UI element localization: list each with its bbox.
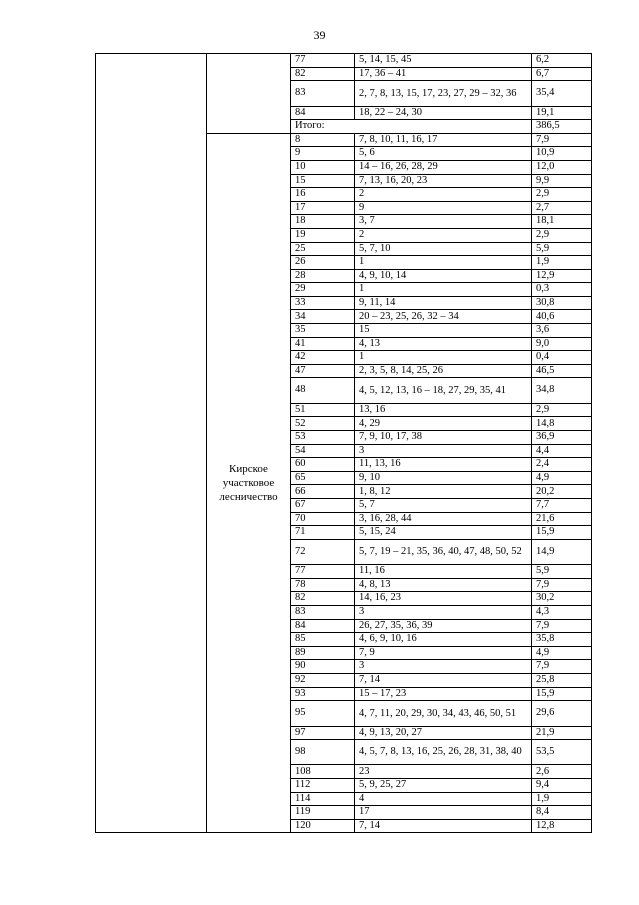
area-cell: 34,8	[532, 378, 592, 403]
vydely-cell: 4, 13	[355, 337, 532, 351]
vydely-cell: 7, 14	[355, 819, 532, 833]
area-cell: 21,6	[532, 512, 592, 526]
kvartal-cell: 120	[291, 819, 355, 833]
table-body	[96, 54, 592, 833]
vydely-cell: 2, 3, 5, 8, 14, 25, 26	[355, 364, 532, 378]
area-cell: 2,6	[532, 765, 592, 779]
kvartal-cell: 54	[291, 444, 355, 458]
forestry-cell	[96, 54, 207, 833]
kvartal-cell: 98	[291, 740, 355, 765]
area-cell: 4,3	[532, 605, 592, 619]
kvartal-cell: 92	[291, 673, 355, 687]
vydely-cell: 7, 13, 16, 20, 23	[355, 174, 532, 188]
vydely-cell: 4, 5, 7, 8, 13, 16, 25, 26, 28, 31, 38, 40	[355, 740, 532, 765]
kvartal-cell: 16	[291, 188, 355, 202]
vydely-cell: 4, 9, 10, 14	[355, 269, 532, 283]
area-cell: 29,6	[532, 701, 592, 726]
vydely-cell: 1	[355, 283, 532, 297]
kvartal-cell: 42	[291, 351, 355, 365]
kvartal-cell: 82	[291, 67, 355, 81]
kvartal-cell: 119	[291, 806, 355, 820]
kvartal-cell: 19	[291, 228, 355, 242]
area-cell: 1,9	[532, 792, 592, 806]
kvartal-cell: 8	[291, 133, 355, 147]
area-cell: 0,3	[532, 283, 592, 297]
area-cell: 2,4	[532, 458, 592, 472]
kvartal-cell: 90	[291, 660, 355, 674]
vydely-cell: 5, 15, 24	[355, 526, 532, 540]
kvartal-cell: 114	[291, 792, 355, 806]
vydely-cell: 4, 9, 13, 20, 27	[355, 726, 532, 740]
kvartal-cell: 77	[291, 54, 355, 68]
kvartal-cell: 60	[291, 458, 355, 472]
kvartal-cell: 10	[291, 160, 355, 174]
vydely-cell: 20 – 23, 25, 26, 32 – 34	[355, 310, 532, 324]
kvartal-cell: 97	[291, 726, 355, 740]
vydely-cell: 7, 8, 10, 11, 16, 17	[355, 133, 532, 147]
total-label: Итого:	[291, 120, 532, 134]
area-cell: 21,9	[532, 726, 592, 740]
vydely-cell: 18, 22 – 24, 30	[355, 106, 532, 120]
vydely-cell: 9, 11, 14	[355, 296, 532, 310]
kvartal-cell: 65	[291, 471, 355, 485]
kvartal-cell: 18	[291, 215, 355, 229]
area-cell: 5,9	[532, 242, 592, 256]
table-row	[96, 54, 592, 68]
vydely-cell: 9, 10	[355, 471, 532, 485]
vydely-cell: 4	[355, 792, 532, 806]
vydely-cell: 1, 8, 12	[355, 485, 532, 499]
vydely-cell: 5, 7, 10	[355, 242, 532, 256]
area-cell: 35,8	[532, 633, 592, 647]
vydely-cell: 2, 7, 8, 13, 15, 17, 23, 27, 29 – 32, 36	[355, 81, 532, 106]
kvartal-cell: 51	[291, 403, 355, 417]
kvartal-cell: 84	[291, 619, 355, 633]
vydely-cell: 3, 16, 28, 44	[355, 512, 532, 526]
area-cell: 1,9	[532, 256, 592, 270]
vydely-cell: 4, 5, 12, 13, 16 – 18, 27, 29, 35, 41	[355, 378, 532, 403]
kvartal-cell: 71	[291, 526, 355, 540]
vydely-cell: 5, 6	[355, 147, 532, 161]
vydely-cell: 1	[355, 351, 532, 365]
kvartal-cell: 9	[291, 147, 355, 161]
area-cell: 8,4	[532, 806, 592, 820]
vydely-cell: 3	[355, 444, 532, 458]
kvartal-cell: 33	[291, 296, 355, 310]
vydely-cell: 4, 6, 9, 10, 16	[355, 633, 532, 647]
area-cell: 9,9	[532, 174, 592, 188]
kvartal-cell: 52	[291, 417, 355, 431]
kvartal-cell: 112	[291, 779, 355, 793]
kvartal-cell: 66	[291, 485, 355, 499]
kvartal-cell: 78	[291, 578, 355, 592]
vydely-cell: 5, 7	[355, 499, 532, 513]
area-cell: 7,9	[532, 133, 592, 147]
kvartal-cell: 53	[291, 431, 355, 445]
kvartal-cell: 70	[291, 512, 355, 526]
vydely-cell: 15 – 17, 23	[355, 687, 532, 701]
kvartal-cell: 85	[291, 633, 355, 647]
vydely-cell: 11, 13, 16	[355, 458, 532, 472]
kvartal-cell: 26	[291, 256, 355, 270]
area-cell: 19,1	[532, 106, 592, 120]
kvartal-cell: 83	[291, 605, 355, 619]
kvartal-cell: 89	[291, 646, 355, 660]
area-cell: 18,1	[532, 215, 592, 229]
vydely-cell: 5, 7, 19 – 21, 35, 36, 40, 47, 48, 50, 52	[355, 539, 532, 564]
area-cell: 4,4	[532, 444, 592, 458]
kvartal-cell: 47	[291, 364, 355, 378]
area-cell: 4,9	[532, 646, 592, 660]
vydely-cell: 2	[355, 228, 532, 242]
area-cell: 2,7	[532, 201, 592, 215]
kvartal-cell: 93	[291, 687, 355, 701]
vydely-cell: 7, 14	[355, 673, 532, 687]
vydely-cell: 2	[355, 188, 532, 202]
kvartal-cell: 77	[291, 565, 355, 579]
kvartal-cell: 95	[291, 701, 355, 726]
vydely-cell: 1	[355, 256, 532, 270]
area-cell: 9,4	[532, 779, 592, 793]
vydely-cell: 11, 16	[355, 565, 532, 579]
area-cell: 35,4	[532, 81, 592, 106]
vydely-cell: 4, 7, 11, 20, 29, 30, 34, 43, 46, 50, 51	[355, 701, 532, 726]
area-cell: 7,9	[532, 660, 592, 674]
kvartal-cell: 17	[291, 201, 355, 215]
kvartal-cell: 15	[291, 174, 355, 188]
area-cell: 9,0	[532, 337, 592, 351]
area-cell: 14,9	[532, 539, 592, 564]
kvartal-cell: 108	[291, 765, 355, 779]
kvartal-cell: 41	[291, 337, 355, 351]
district-cell-empty	[207, 54, 291, 134]
vydely-cell: 3	[355, 605, 532, 619]
area-cell: 6,2	[532, 54, 592, 68]
area-cell: 0,4	[532, 351, 592, 365]
area-cell: 4,9	[532, 471, 592, 485]
area-cell: 7,9	[532, 619, 592, 633]
area-cell: 7,7	[532, 499, 592, 513]
vydely-cell: 7, 9	[355, 646, 532, 660]
vydely-cell: 23	[355, 765, 532, 779]
vydely-cell: 7, 9, 10, 17, 38	[355, 431, 532, 445]
area-cell: 7,9	[532, 578, 592, 592]
vydely-cell: 26, 27, 35, 36, 39	[355, 619, 532, 633]
area-cell: 5,9	[532, 565, 592, 579]
vydely-cell: 5, 9, 25, 27	[355, 779, 532, 793]
vydely-cell: 17	[355, 806, 532, 820]
area-cell: 20,2	[532, 485, 592, 499]
vydely-cell: 17, 36 – 41	[355, 67, 532, 81]
area-cell: 53,5	[532, 740, 592, 765]
area-cell: 30,2	[532, 592, 592, 606]
vydely-cell: 4, 8, 13	[355, 578, 532, 592]
kvartal-cell: 83	[291, 81, 355, 106]
total-value: 386,5	[532, 120, 592, 134]
kvartal-cell: 82	[291, 592, 355, 606]
vydely-cell: 4, 29	[355, 417, 532, 431]
area-cell: 14,8	[532, 417, 592, 431]
kvartal-cell: 84	[291, 106, 355, 120]
vydely-cell: 9	[355, 201, 532, 215]
area-cell: 6,7	[532, 67, 592, 81]
kvartal-cell: 25	[291, 242, 355, 256]
kvartal-cell: 35	[291, 324, 355, 338]
area-cell: 36,9	[532, 431, 592, 445]
area-cell: 2,9	[532, 188, 592, 202]
kvartal-cell: 72	[291, 539, 355, 564]
area-cell: 10,9	[532, 147, 592, 161]
area-cell: 12,0	[532, 160, 592, 174]
area-cell: 15,9	[532, 526, 592, 540]
area-cell: 12,8	[532, 819, 592, 833]
vydely-cell: 3, 7	[355, 215, 532, 229]
district-name: Кирское участковое лесничество	[207, 133, 291, 833]
forest-plots-table	[95, 53, 592, 833]
vydely-cell: 14, 16, 23	[355, 592, 532, 606]
vydely-cell: 14 – 16, 26, 28, 29	[355, 160, 532, 174]
area-cell: 30,8	[532, 296, 592, 310]
kvartal-cell: 29	[291, 283, 355, 297]
page-number: 39	[313, 28, 326, 42]
kvartal-cell: 67	[291, 499, 355, 513]
area-cell: 40,6	[532, 310, 592, 324]
area-cell: 25,8	[532, 673, 592, 687]
vydely-cell: 13, 16	[355, 403, 532, 417]
vydely-cell: 3	[355, 660, 532, 674]
vydely-cell: 15	[355, 324, 532, 338]
area-cell: 15,9	[532, 687, 592, 701]
area-cell: 3,6	[532, 324, 592, 338]
kvartal-cell: 28	[291, 269, 355, 283]
area-cell: 12,9	[532, 269, 592, 283]
area-cell: 2,9	[532, 403, 592, 417]
vydely-cell: 5, 14, 15, 45	[355, 54, 532, 68]
kvartal-cell: 34	[291, 310, 355, 324]
kvartal-cell: 48	[291, 378, 355, 403]
area-cell: 2,9	[532, 228, 592, 242]
area-cell: 46,5	[532, 364, 592, 378]
